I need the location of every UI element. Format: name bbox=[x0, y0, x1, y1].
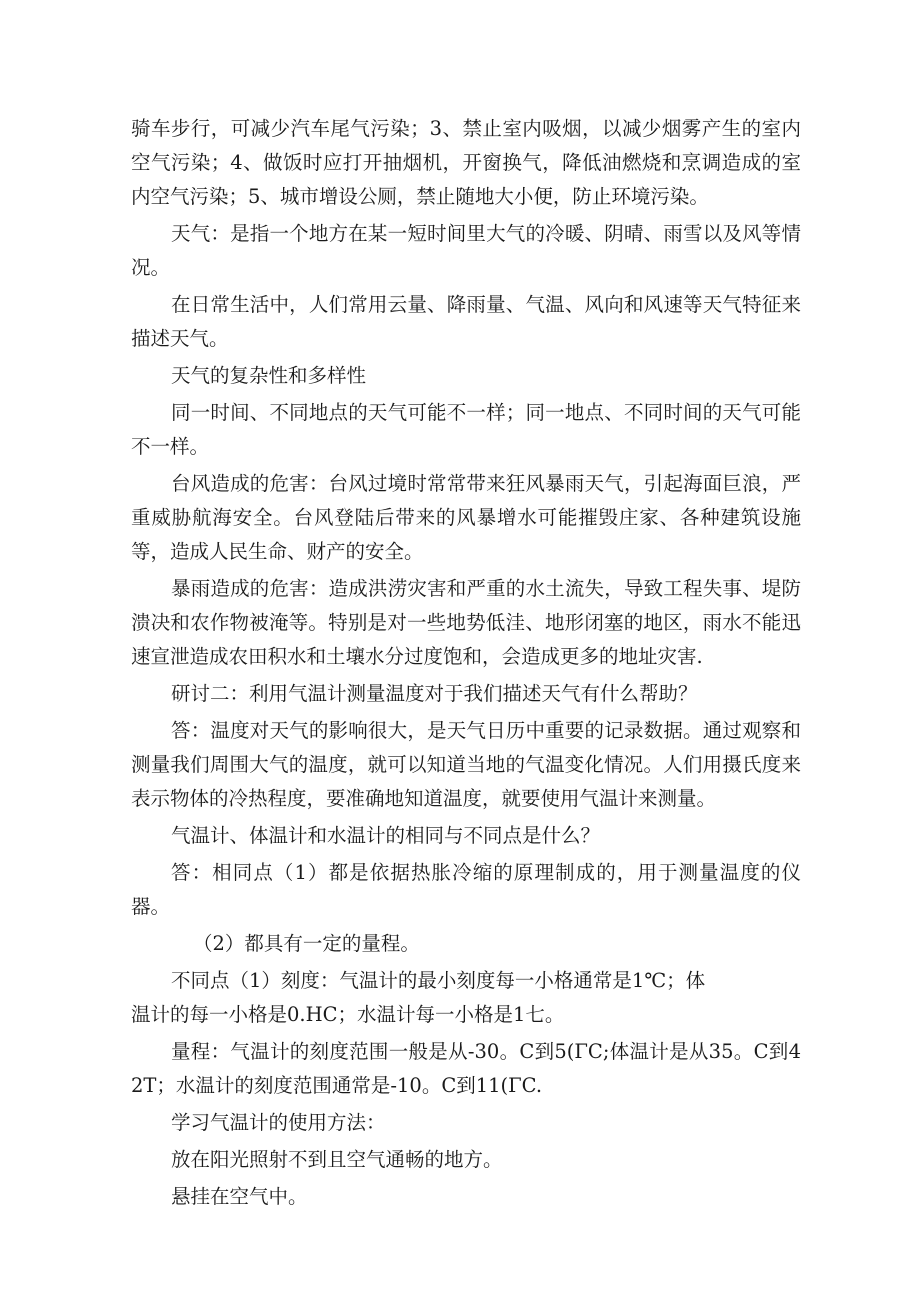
document-body bbox=[131, 112, 801, 1217]
paragraph-weather-variation: 同一时间、不同地点的天气可能不一样；同一地点、不同时间的天气可能不一样。 bbox=[131, 401, 801, 458]
paragraph-weather-features: 在日常生活中，人们常用云量、降雨量、气温、风向和风速等天气特征来描述天气。 bbox=[131, 293, 801, 350]
question-discussion-two: 研讨二：利用气温计测量温度对于我们描述天气有什么帮助？ bbox=[171, 682, 698, 705]
paragraph-typhoon-hazards: 台风造成的危害：台风过境时常常带来狂风暴雨天气，引起海面巨浪，严重威胁航海安全。台风登陆后带来的风暴增水可能摧毁庄家、各种建筑设施等，造成人民生命、财产的安全。 bbox=[131, 472, 801, 563]
answer-differences-scale-line2: 温计的每一小格是0.HC；水温计每一小格是1七。 bbox=[131, 1003, 565, 1026]
usage-step-hanging: 悬挂在空气中。 bbox=[171, 1185, 308, 1208]
answer-differences-scale-line1: 不同点（1）刻度：气温计的最小刻度每一小格通常是1℃；体 bbox=[171, 969, 706, 992]
answer-discussion-two: 答：温度对天气的影响很大，是天气日历中重要的记录数据。通过观察和测量我们周围大气的温度，就可以知道当地的气温变化情况。人们用摄氏度来表示物体的冷热程度，要准确地知道温度，就要使用气温计来测量。 bbox=[131, 719, 801, 810]
question-thermometer-comparison: 气温计、体温计和水温计的相同与不同点是什么？ bbox=[171, 824, 601, 847]
paragraph-weather-definition: 天气：是指一个地方在某一短时间里大气的冷暖、阴晴、雨雪以及风等情况。 bbox=[131, 222, 801, 279]
heading-weather-complexity: 天气的复杂性和多样性 bbox=[171, 364, 367, 387]
answer-similarities-2: （2）都具有一定的量程。 bbox=[193, 932, 420, 955]
paragraph-rainstorm-hazards: 暴雨造成的危害：造成洪涝灾害和严重的水土流失，导致工程失事、堤防溃决和农作物被淹等。特别是对一些地势低洼、地形闭塞的地区，雨水不能迅速宣泄造成农田积水和土壤水分过度饱和，会造成更多的地址灾害. bbox=[131, 577, 801, 668]
answer-differences-range: 量程：气温计的刻度范围一般是从-30。C到5(ΓC;体温计是从35。C到42T；水温计的刻度范围通常是-10。C到11(ΓC. bbox=[131, 1040, 801, 1097]
paragraph-pollution-measures: 骑车步行，可减少汽车尾气污染；3、禁止室内吸烟，以减少烟雾产生的室内空气污染；4、做饭时应打开抽烟机，开窗换气，降低油燃烧和烹调造成的室内空气污染；5、城市增设公厕，禁止随地大小便，防止环境污染。 bbox=[131, 117, 801, 208]
answer-similarities-1: 答：相同点（1）都是依据热胀冷缩的原理制成的，用于测量温度的仪器。 bbox=[131, 861, 801, 918]
usage-step-placement: 放在阳光照射不到且空气通畅的地方。 bbox=[171, 1148, 503, 1171]
heading-thermometer-usage: 学习气温计的使用方法： bbox=[171, 1111, 386, 1134]
